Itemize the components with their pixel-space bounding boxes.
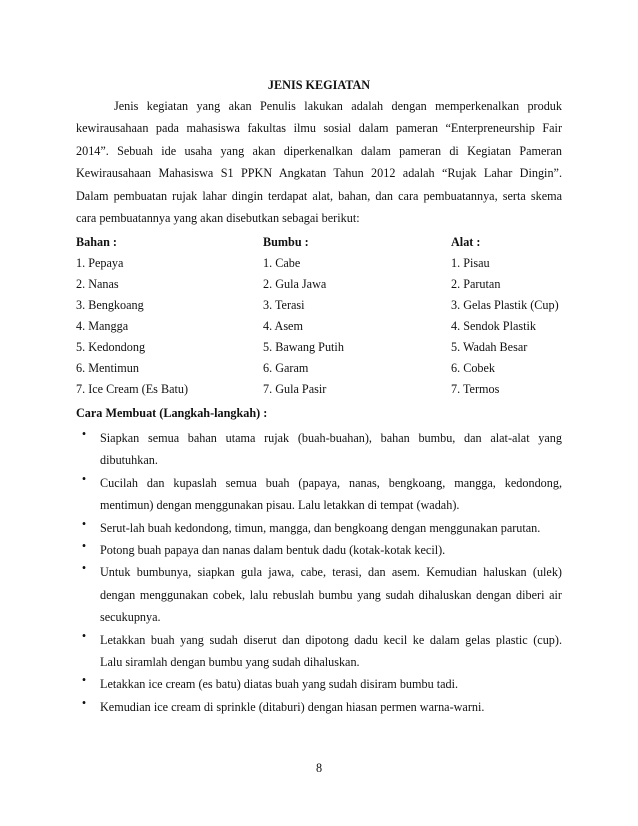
bahan-item: 6. Mentimun xyxy=(76,361,139,375)
bullet-icon: • xyxy=(81,516,87,531)
ingredients-row xyxy=(76,337,562,358)
step-item xyxy=(76,696,562,718)
step-line: Siapkan semua bahan utama rujak (buah-buahan), bahan bumbu, dan alat-alat yang xyxy=(100,431,562,445)
bahan-item: 3. Bengkoang xyxy=(76,298,144,312)
bumbu-header: Bumbu : xyxy=(263,235,309,249)
step-line: Untuk bumbunya, siapkan gula jawa, cabe, terasi, dan asem. Kemudian haluskan (ulek) xyxy=(100,565,562,580)
bahan-item: 7. Ice Cream (Es Batu) xyxy=(76,382,189,396)
step-item xyxy=(76,561,562,628)
intro-line: Dalam pembuatan rujak lahar dingin terdapat alat, bahan, dan cara pembuatannya, serta skema xyxy=(76,188,562,203)
bullet-icon: • xyxy=(81,538,87,553)
step-line: Potong buah papaya dan nanas dalam bentuk dadu (kotak-kotak kecil). xyxy=(100,542,446,557)
bullet-icon: • xyxy=(81,561,87,576)
ingredients-row xyxy=(76,253,562,274)
bahan-header: Bahan : xyxy=(76,235,117,249)
intro-line: Jenis kegiatan yang akan Penulis lakukan adalah dengan memperkenalkan produk xyxy=(114,99,562,113)
steps-list xyxy=(76,427,562,718)
alat-item: 3. Gelas Plastik (Cup) xyxy=(451,298,559,312)
bahan-item: 2. Nanas xyxy=(76,277,119,291)
ingredients-row xyxy=(76,295,562,316)
step-line: Letakkan buah yang sudah diserut dan dipotong dadu kecil ke dalam gelas plastic (cup). xyxy=(100,632,562,647)
document-page xyxy=(76,0,562,826)
step-line: dengan menggunakan cobek, lalu rebuslah bumbu yang sudah dihaluskan dengan diberi air xyxy=(100,587,562,602)
step-line: Lalu siramlah dengan bumbu yang sudah dihaluskan. xyxy=(100,654,360,669)
alat-item: 1. Pisau xyxy=(451,256,490,270)
bumbu-item: 4. Asem xyxy=(263,319,303,333)
bumbu-item: 7. Gula Pasir xyxy=(263,382,327,396)
bullet-icon: • xyxy=(81,695,87,710)
alat-item: 5. Wadah Besar xyxy=(451,340,528,354)
bumbu-item: 3. Terasi xyxy=(263,298,305,312)
step-item xyxy=(76,472,562,517)
section-title: JENIS KEGIATAN xyxy=(267,78,371,92)
step-item xyxy=(76,517,562,539)
step-line: Serut-lah buah kedondong, timun, mangga, dan bengkoang dengan menggunakan parutan. xyxy=(100,520,541,535)
alat-item: 2. Parutan xyxy=(451,277,501,291)
bullet-icon: • xyxy=(81,427,87,441)
bumbu-item: 6. Garam xyxy=(263,361,309,375)
step-line: Cucilah dan kupaslah semua buah (papaya, nanas, bengkoang, mangga, kedondong, xyxy=(100,475,562,490)
bahan-item: 5. Kedondong xyxy=(76,340,146,354)
bumbu-item: 2. Gula Jawa xyxy=(263,277,327,291)
alat-item: 4. Sendok Plastik xyxy=(451,319,536,333)
bahan-item: 1. Pepaya xyxy=(76,256,124,270)
step-line: mentimun) dengan menggunakan pisau. Lalu letakkan di tempat (wadah). xyxy=(100,498,460,513)
bullet-icon: • xyxy=(81,628,87,643)
bumbu-item: 1. Cabe xyxy=(263,256,301,270)
alat-item: 7. Termos xyxy=(451,382,500,396)
step-item xyxy=(76,539,562,561)
step-item xyxy=(76,673,562,695)
step-line: dibutuhkan. xyxy=(100,453,158,468)
alat-item: 6. Cobek xyxy=(451,361,496,375)
ingredients-row xyxy=(76,316,562,337)
bumbu-item: 5. Bawang Putih xyxy=(263,340,344,354)
bullet-icon: • xyxy=(81,471,87,486)
ingredients-row xyxy=(76,358,562,379)
steps-heading: Cara Membuat (Langkah-langkah) : xyxy=(76,406,268,420)
bahan-item: 4. Mangga xyxy=(76,319,129,333)
step-item xyxy=(76,629,562,674)
ingredients-table xyxy=(76,232,562,400)
ingredients-row xyxy=(76,379,562,400)
intro-paragraph xyxy=(76,95,562,229)
intro-line: Kewirausahaan Mahasiswa S1 PPKN Angkatan Tahun 2012 adalah “Rujak Lahar Dingin”. xyxy=(76,166,562,181)
step-item xyxy=(76,427,562,472)
alat-header: Alat : xyxy=(451,235,481,249)
page-number: 8 xyxy=(315,761,323,775)
intro-line: kewirausahaan pada mahasiswa fakultas ilmu sosial dalam pameran “Enterpreneurship Fair xyxy=(76,121,562,136)
step-line: Letakkan ice cream (es batu) diatas buah yang sudah disiram bumbu tadi. xyxy=(100,677,459,692)
bullet-icon: • xyxy=(81,673,87,688)
step-line: Kemudian ice cream di sprinkle (ditaburi) dengan hiasan permen warna-warni. xyxy=(100,699,485,714)
ingredients-header-row xyxy=(76,232,562,253)
intro-line: cara pembuatannya yang akan disebutkan sebagai berikut: xyxy=(76,210,360,225)
intro-line: 2014”. Sebuah ide usaha yang akan diperkenalkan dalam pameran di Kegiatan Pameran xyxy=(76,143,562,158)
step-line: secukupnya. xyxy=(100,610,161,625)
ingredients-row xyxy=(76,274,562,295)
